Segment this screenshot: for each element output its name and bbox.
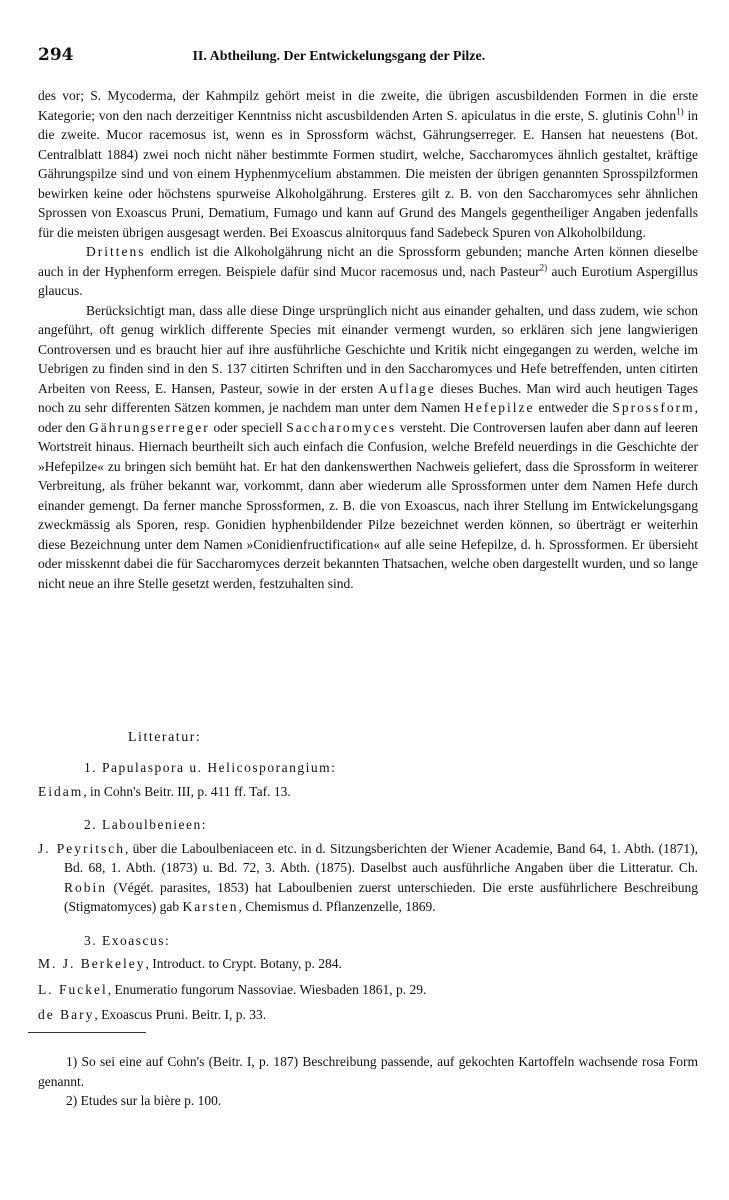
footnote: 1) So sei eine auf Cohn's (Beitr. I, p. 187) Beschreibung passende, auf gekochten Kartoffeln wachsende rosa Form genannt. [38,1054,698,1089]
literature-entry [38,1005,698,1025]
text-run: auch Eurotium Aspergillus glaucus. [38,263,698,298]
text-run: endlich ist die Alkoholgährung nicht an die Sprossform gebunden; manche Arten können dieselbe auch in der Hyphenform erregen. Beispiele dafür sind Mucor racemosus und, nach Pasteur [38,244,698,279]
literature-entry [38,782,698,802]
literature-title: Litteratur: [128,730,202,745]
text-run: M. J. Berkeley [38,956,146,971]
text-run: Gährungserreger [89,419,210,435]
paragraph [38,301,698,594]
literature-section-heading: 3. Exoascus: [84,932,171,948]
text-run: (Végét. parasites, 1853) hat Laboulbenien zuerst unterschieden. Die erste ausführlichere Beschreibung (Stigmatomyces) gab [64,879,698,914]
footnotes [38,1052,698,1111]
text-run: de Bary [38,1007,95,1022]
text-run: , Enumeratio fungorum Nassoviae. Wiesbaden 1861, p. 29. [107,981,427,997]
literature-section-heading: 1. Papulaspora u. Helicosporangium: [84,760,337,775]
footnote: 2) Etudes sur la bière p. 100. [66,1093,222,1108]
literature-section-heading: 2. Laboulbenieen: [84,817,207,832]
text-run: , Exoascus Pruni. Beitr. I, p. 33. [94,1007,267,1022]
text-run: L. Fuckel [38,981,108,997]
footnote-marker: 1) [676,106,684,116]
paragraph [38,242,698,301]
text-run: Robin [64,879,108,895]
text-run: Hefepilze [464,400,535,415]
text-run: entweder die [534,400,613,415]
text-run: , Introduct. to Crypt. Botany, p. 284. [145,956,342,971]
literature-entry [38,839,698,917]
text-run: , Chemismus d. Pflanzenzelle, 1869. [238,899,436,914]
text-run: Saccharomyces [286,419,397,435]
literature-entry [38,954,698,974]
text-run: , oder den [38,400,698,435]
text-run: Eidam [38,783,84,799]
text-run: J. Peyritsch [38,840,126,856]
text-run: in die zweite. Mucor racemosus ist, wenn es in Sprossform wächst, Gährungserreger. E. Hansen hat neuestens (Bot. Centralblatt 1884) zwei noch nicht näher bestimmte Formen studirt, welche, Saccharomyces ähnlich gestaltet, kräftige Gährungspilze sind und von einem Hyphenmycelium abstammen. Die meisten der übrigen genannten Sprosspilzformen bewirken keine oder höchstens spurweise Alkoholgährung. Ersteres gilt z. B. von den Saccharomyces sehr ähnlichen Sprossen von Exoascus Pruni, Dematium, Fumago und kann auf Grund des Mangels gegentheiliger Angaben jedenfalls für die meisten übrigen ausgesagt werden. Bei Exoascus alnitorquus fand Sadebeck Spuren von Alkoholbildung. [38,107,698,240]
page-number: 294 [38,45,74,65]
running-title: II. Abtheilung. Der Entwickelungsgang der Pilze. [192,49,486,64]
text-run: oder speciell [209,419,287,435]
text-run: Auflage [378,380,436,396]
text-run: , in Cohn's Beitr. III, p. 411 ff. Taf. 13. [83,783,291,799]
literature-entry [38,980,698,1000]
paragraph [38,86,698,242]
text-run: dieses Buches. Man wird auch heutigen Tages noch zu sehr differenten Sätzen kommen, je nachdem man unter dem Namen [38,380,698,415]
text-run: versteht. Die Controversen laufen aber dann auf leeren Wortstreit hinaus. Hiernach beurtheilt sich auch einfach die Confusion, welche Brefeld neuerdings in die Geschichte der »Hefepilze« zu bringen sich bemüht hat. Er hat den dankenswerthen Nachweis geliefert, dass die Sprossform in weiterer Verbreitung, als früher bekannt war, vorkommt, dann aber wiederum alle Sprossformen unter dem Namen Hefe durch einander gemengt. Da ferner manche Sprossformen, z. B. die von Exoascus, nach ihrer Stellung im Entwickelungsgang zweckmässig als Sporen, resp. Gonidien hyphenbildender Pilze bezeichnet werden können, so überträgt er weiterhin diese Bezeichnung unter dem Namen »Conidienfructification« auf alle seine Hefepilze, d. h. Sprossformen. Er übersieht oder misskennt dabei die für Saccharomyces derzeit bekannten Thatsachen, welche oben dargestellt wurden, und so lange nicht neue an ihre Stelle gesetzt werden, festzuhalten sind. [38,419,698,591]
literature-list [38,758,698,1039]
footnote-marker: 2) [539,262,548,272]
text-run: Karsten [182,899,239,914]
text-run: des vor; S. Mycoderma, der Kahmpilz gehört meist in die zweite, die übrigen ascusbildenden Formen in die erste Kategorie; von den nach derzeitiger Kenntniss nicht ascusbildenden Arten S. apiculatus in die erste, S. glutinis Cohn [38,88,698,123]
body-text [38,86,698,593]
text-run: Berücksichtigt man, dass alle diese Dinge ursprünglich nicht aus einander gehalten, und dass zudem, wie schon angeführt, oft genug wirklich differente Species mit einander vermengt wurden, so erklären sich jene langwierigen Controversen und es braucht hier auf ihre ausführliche Geschichte und Kritik nicht eingegangen zu werden, welche im Uebrigen zu finden sind in den S. 137 citirten Schriften und in den Saccharomyces und Hefe betreffenden, unten citirten Arbeiten von Reess, E. Hansen, Pasteur, sowie in der ersten [38,302,698,396]
text-run: Drittens [86,244,146,259]
text-run: , über die Laboulbeniaceen etc. in d. Sitzungsberichten der Wiener Academie, Band 64, 1. Abth. (1871), Bd. 68, 1. Abth. (1873) u. Bd. 72, 3. Abth. (1875). Daselbst auch ausführliche Angaben über die Litteratur. Ch. [64,840,698,875]
footnote-rule [28,1032,146,1033]
text-run: Sprossform [612,400,695,415]
running-header [38,46,698,66]
